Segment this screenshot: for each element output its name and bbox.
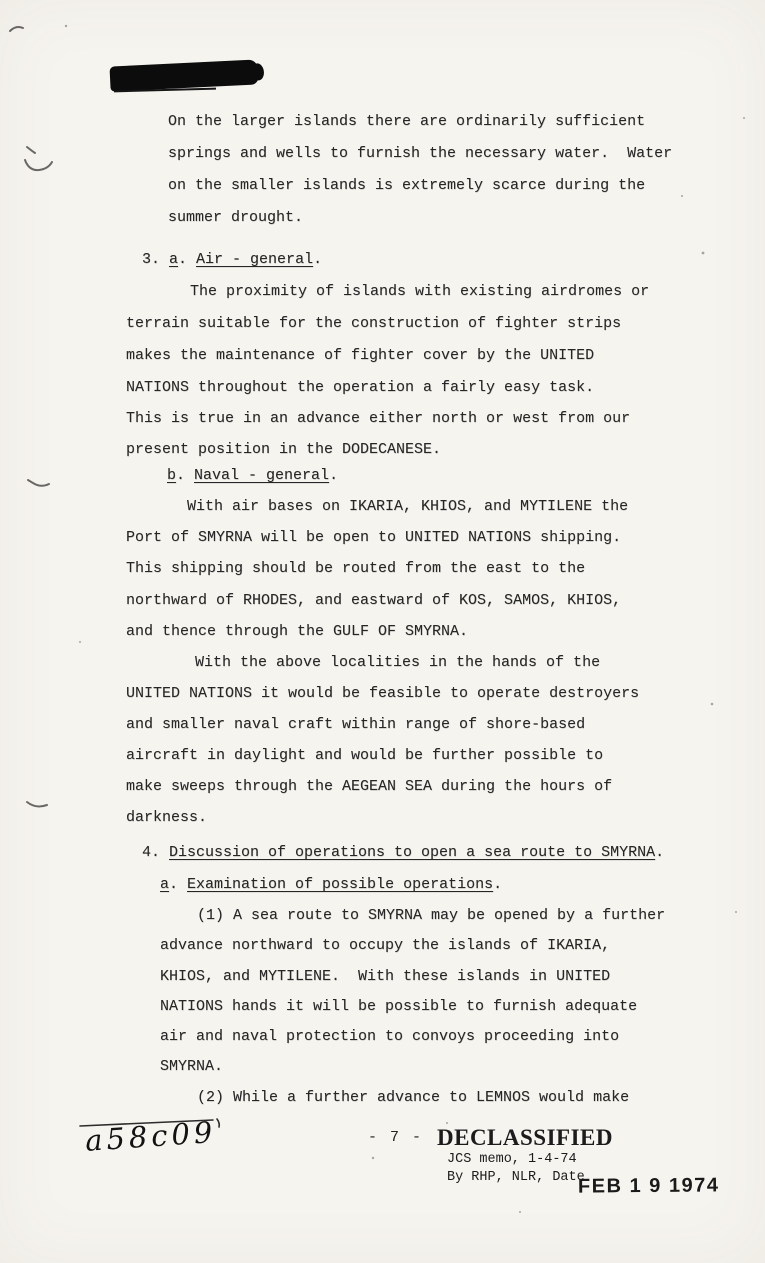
- paper-speck: [446, 1122, 448, 1124]
- text-line: northward of RHODES, and eastward of KOS, SAMOS, KHIOS,: [126, 592, 622, 609]
- paper-speck: [735, 911, 737, 913]
- text-line: on the smaller islands is extremely scarce during the: [168, 177, 646, 194]
- text-line: NATIONS throughout the operation a fairly easy task.: [126, 379, 595, 396]
- paper-speck: [79, 641, 81, 643]
- handwritten-code: a58c09: [84, 1114, 218, 1158]
- text-line: On the larger islands there are ordinarily sufficient: [168, 113, 646, 130]
- text-line: advance northward to occupy the islands of IKARIA,: [160, 937, 611, 954]
- text-line: 3. a. Air - general.: [142, 251, 323, 268]
- margin-mark: [28, 480, 49, 486]
- stamp-memo-line: JCS memo, 1-4-74: [447, 1152, 577, 1167]
- text-line: With the above localities in the hands of the: [195, 654, 601, 671]
- text-line: makes the maintenance of fighter cover by the UNITED: [126, 347, 595, 364]
- text-line: b. Naval - general.: [167, 467, 339, 484]
- paper-speck: [702, 252, 705, 255]
- text-line: terrain suitable for the construction of fighter strips: [126, 315, 622, 332]
- stamp-title: DECLASSIFIED: [437, 1125, 613, 1150]
- text-line: 4. Discussion of operations to open a sea route to SMYRNA.: [142, 844, 665, 861]
- text-line: air and naval protection to convoys proceeding into: [160, 1028, 620, 1045]
- text-line: SMYRNA.: [160, 1058, 224, 1075]
- text-line: NATIONS hands it will be possible to furnish adequate: [160, 998, 638, 1015]
- margin-mark: [10, 27, 23, 31]
- margin-mark: [27, 802, 47, 806]
- text-line: The proximity of islands with existing airdromes or: [190, 283, 650, 300]
- paper-speck: [65, 25, 67, 27]
- text-line: aircraft in daylight and would be further possible to: [126, 747, 604, 764]
- paper-speck: [681, 195, 683, 197]
- paper-speck: [372, 1157, 374, 1159]
- text-line: This is true in an advance either north or west from our: [126, 410, 631, 427]
- stamp-authority-line: By RHP, NLR, Date: [447, 1170, 585, 1185]
- text-line: (2) While a further advance to LEMNOS would make: [197, 1089, 630, 1106]
- text-line: summer drought.: [168, 209, 304, 226]
- paper-speck: [519, 1211, 521, 1213]
- page-number: - 7 -: [368, 1129, 424, 1146]
- text-line: UNITED NATIONS it would be feasible to operate destroyers: [126, 685, 640, 702]
- redaction-bar: [109, 59, 258, 91]
- text-line: KHIOS, and MYTILENE. With these islands in UNITED: [160, 968, 611, 985]
- text-line: a. Examination of possible operations.: [160, 876, 503, 893]
- text-line: springs and wells to furnish the necessary water. Water: [168, 145, 673, 162]
- text-line: present position in the DODECANESE.: [126, 441, 442, 458]
- text-line: and thence through the GULF OF SMYRNA.: [126, 623, 469, 640]
- paper-speck: [743, 117, 745, 119]
- text-line: (1) A sea route to SMYRNA may be opened by a further: [197, 907, 666, 924]
- text-line: This shipping should be routed from the east to the: [126, 560, 586, 577]
- text-line: make sweeps through the AEGEAN SEA during the hours of: [126, 778, 613, 795]
- text-line: With air bases on IKARIA, KHIOS, and MYTILENE the: [187, 498, 629, 515]
- text-line: darkness.: [126, 809, 208, 826]
- margin-mark: [27, 147, 35, 153]
- paper-speck: [711, 703, 714, 706]
- date-stamp: FEB 1 9 1974: [577, 1174, 720, 1198]
- margin-mark: [25, 160, 52, 170]
- handwriting-tick: [217, 1119, 219, 1127]
- text-line: and smaller naval craft within range of shore-based: [126, 716, 586, 733]
- text-line: Port of SMYRNA will be open to UNITED NATIONS shipping.: [126, 529, 622, 546]
